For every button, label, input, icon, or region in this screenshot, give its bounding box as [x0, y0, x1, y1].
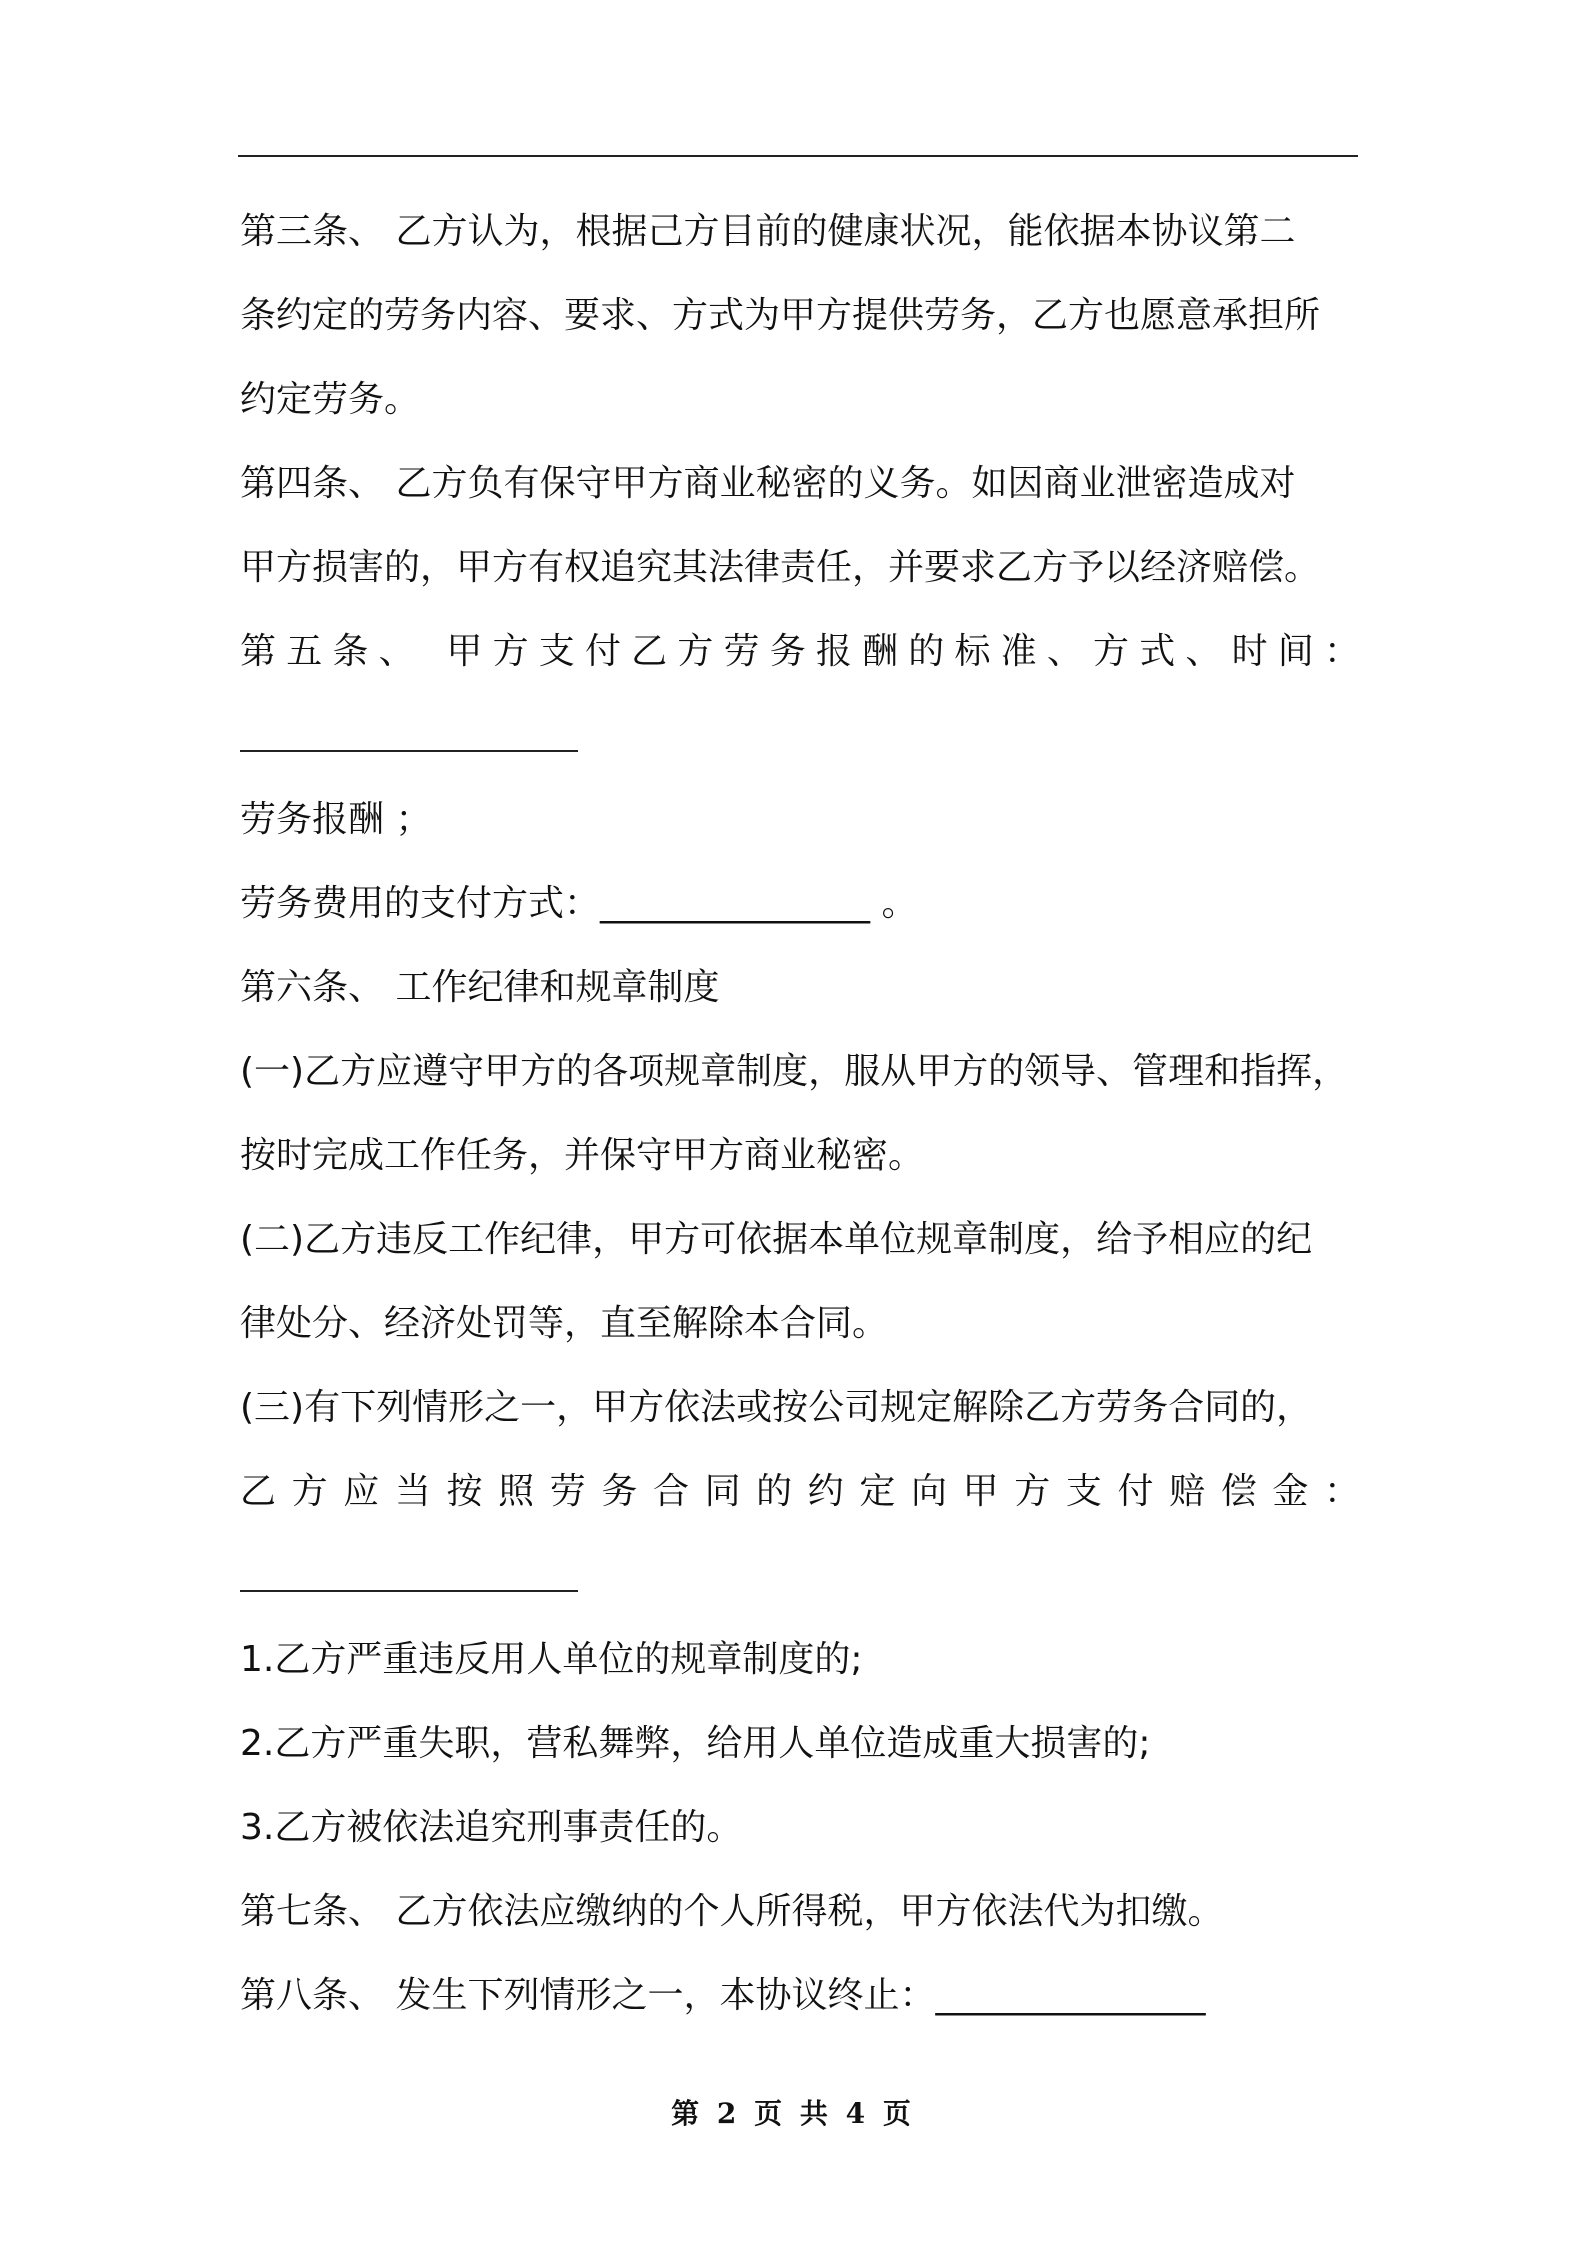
compensation-blank	[240, 1534, 1360, 1618]
service-fee-line: 劳务报酬 ；	[240, 799, 432, 840]
list-item-3: 3.乙方被依法追究刑事责任的。	[240, 1807, 743, 1848]
article-8-line: 第八条、 发生下列情形之一，本协议终止：_______________	[240, 1975, 1206, 2016]
article-4-line-1: 第四条、 乙方负有保守甲方商业秘密的义务。如因商业泄密造成对	[240, 463, 1296, 504]
article-7-line: 第七条、 乙方依法应缴纳的个人所得税，甲方依法代为扣缴。	[240, 1891, 1224, 1932]
article-6-item-1-line-1: (一)乙方应遵守甲方的各项规章制度，服从甲方的领导、管理和指挥，	[240, 1051, 1349, 1092]
payment-method-line: 劳务费用的支付方式：_______________ 。	[240, 883, 918, 924]
article-6-item-3-line-2: 乙方应当按照劳务合同的约定向甲方支付赔偿金：	[240, 1471, 1360, 1512]
article-6-item-3-line-1: (三)有下列情形之一，甲方依法或按公司规定解除乙方劳务合同的，	[240, 1387, 1313, 1428]
document-body	[240, 190, 1360, 2038]
article-4-line-2: 甲方损害的，甲方有权追究其法律责任，并要求乙方予以经济赔偿。	[240, 547, 1321, 588]
article-3-line-2: 条约定的劳务内容、要求、方式为甲方提供劳务，乙方也愿意承担所	[240, 295, 1321, 336]
article-5-blank	[240, 694, 1360, 778]
fill-in-rule	[240, 750, 578, 752]
list-item-1: 1.乙方严重违反用人单位的规章制度的;	[240, 1639, 863, 1680]
article-3-line-3: 约定劳务。	[240, 379, 421, 420]
fill-in-rule	[240, 1590, 578, 1592]
article-3-line-1: 第三条、 乙方认为，根据己方目前的健康状况，能依据本协议第二	[240, 211, 1296, 252]
article-6-heading: 第六条、 工作纪律和规章制度	[240, 967, 720, 1008]
article-6-item-2-line-1: (二)乙方违反工作纪律，甲方可依据本单位规章制度，给予相应的纪	[240, 1219, 1313, 1260]
article-6-item-1-line-2: 按时完成工作任务，并保守甲方商业秘密。	[240, 1135, 925, 1176]
article-5-line-1: 第五条、 甲方支付乙方劳务报酬的标准、方式、时间：	[240, 631, 1360, 672]
article-6-item-2-line-2: 律处分、经济处罚等，直至解除本合同。	[240, 1303, 889, 1344]
list-item-2: 2.乙方严重失职，营私舞弊，给用人单位造成重大损害的;	[240, 1723, 1151, 1764]
page-number-footer: 第 2 页 共 4 页	[671, 2097, 915, 2130]
header-rule	[238, 155, 1358, 157]
